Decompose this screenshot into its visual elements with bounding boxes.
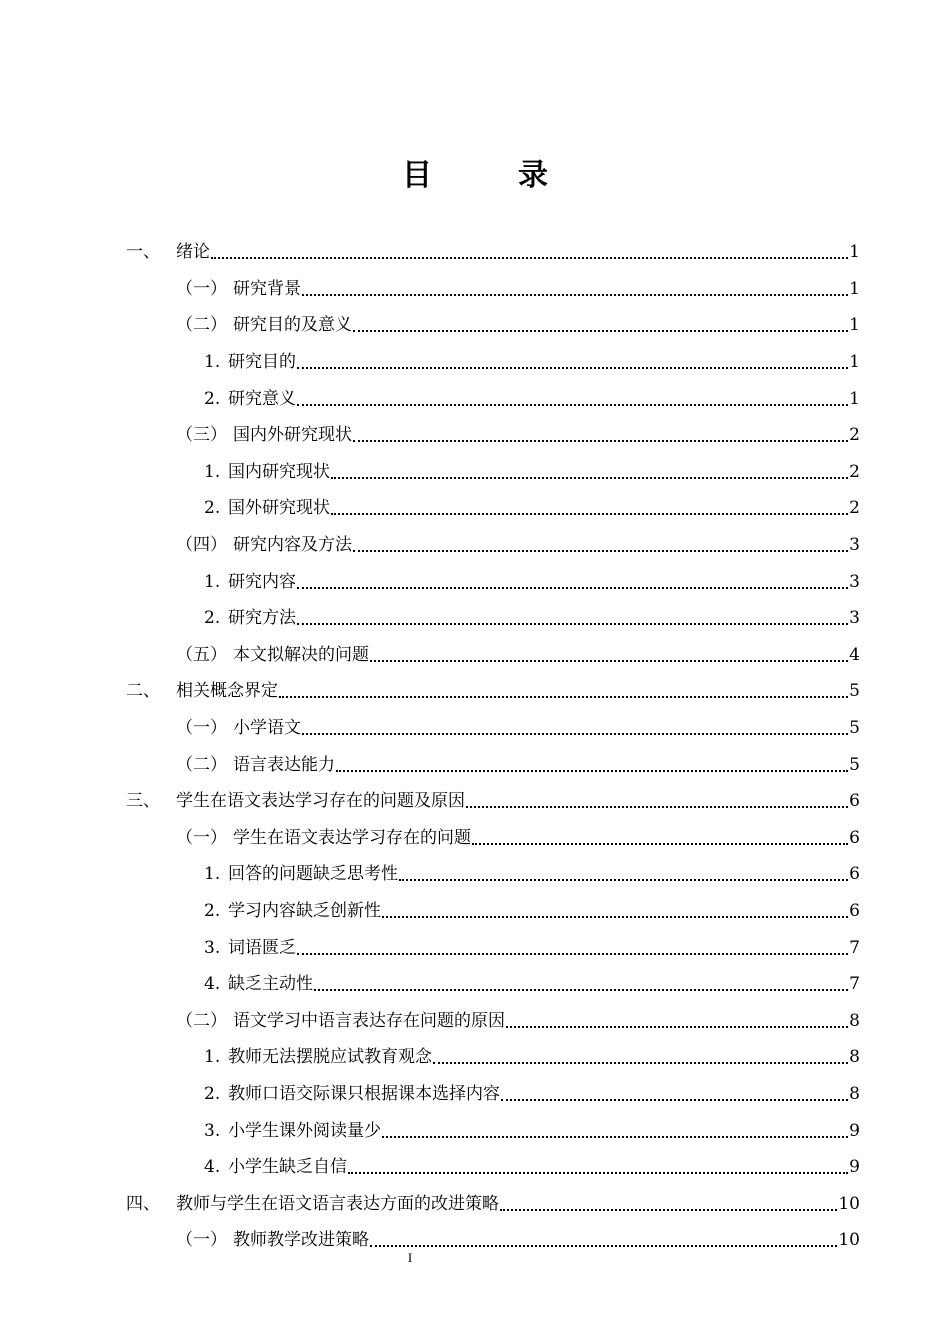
toc-entry[interactable]: [204, 1149, 860, 1186]
toc-entry-number: （四）: [176, 535, 227, 556]
toc-entry-label: 教师无法摆脱应试教育观念: [228, 1047, 432, 1068]
dot-leader: [500, 1209, 837, 1211]
toc-entry-label: 缺乏主动性: [228, 974, 313, 995]
toc-entry-number: 2.: [204, 901, 221, 922]
toc-entry-label: 国外研究现状: [228, 498, 330, 519]
toc-entry-page: 10: [838, 1193, 860, 1214]
toc-entry[interactable]: [204, 344, 860, 381]
toc-entry-page: 3: [849, 571, 860, 592]
toc-entry-label: 词语匮乏: [228, 937, 296, 958]
toc-entry-label: 语文学习中语言表达存在问题的原因: [233, 1010, 505, 1031]
dot-leader: [297, 587, 848, 589]
dot-leader: [353, 330, 848, 332]
toc-entry-page: 9: [849, 1120, 860, 1141]
toc-entry-label: 研究内容及方法: [233, 535, 352, 556]
toc-entry-label: 教师与学生在语文语言表达方面的改进策略: [176, 1193, 499, 1214]
dot-leader: [501, 1099, 848, 1101]
toc-entry-number: （二）: [176, 1010, 227, 1031]
toc-entry-number: 2.: [204, 388, 221, 409]
toc-entry-number: 4.: [204, 974, 221, 995]
toc-entry-label: 国内研究现状: [228, 461, 330, 482]
toc-entry-page: 8: [849, 1084, 860, 1105]
toc-entry-page: 1: [849, 242, 860, 263]
toc-entry-label: 语言表达能力: [233, 754, 335, 775]
dot-leader: [382, 916, 848, 918]
toc-entry-number: 2.: [204, 1084, 221, 1105]
toc-entry-page: 6: [849, 791, 860, 812]
toc-entry-label: 教师口语交际课只根据课本选择内容: [228, 1084, 500, 1105]
toc-entry-number: 一、: [126, 242, 160, 263]
toc-entry[interactable]: [126, 234, 860, 271]
toc-entry-label: 相关概念界定: [176, 681, 278, 702]
toc-entry-label: 小学语文: [233, 718, 301, 739]
toc-entry-page: 4: [849, 644, 860, 665]
toc-entry[interactable]: [126, 1186, 860, 1223]
dot-leader: [433, 1062, 848, 1064]
page-title: 目 录: [402, 158, 576, 193]
toc-entry-label: 研究意义: [228, 388, 296, 409]
dot-leader: [472, 843, 848, 845]
toc-entry[interactable]: [204, 380, 860, 417]
toc-entry-number: 4.: [204, 1157, 221, 1178]
toc-entry[interactable]: [126, 783, 860, 820]
toc-entry-label: 研究目的及意义: [233, 315, 352, 336]
toc-entry-label: 小学生课外阅读量少: [228, 1120, 381, 1141]
toc-entry[interactable]: [176, 1003, 860, 1040]
dot-leader: [399, 879, 848, 881]
toc-entry-label: 学习内容缺乏创新性: [228, 901, 381, 922]
toc-entry[interactable]: [204, 893, 860, 930]
dot-leader: [353, 440, 848, 442]
toc-entry[interactable]: [176, 417, 860, 454]
toc-entry-number: 1.: [204, 571, 221, 592]
toc-entry-number: 二、: [126, 681, 160, 702]
toc-entry[interactable]: [204, 490, 860, 527]
dot-leader: [506, 1026, 848, 1028]
dot-leader: [211, 257, 848, 259]
toc-entry-number: 3.: [204, 937, 221, 958]
toc-entry-page: 2: [849, 461, 860, 482]
dot-leader: [466, 806, 848, 808]
toc-entry[interactable]: [204, 966, 860, 1003]
toc-entry-number: 1.: [204, 864, 221, 885]
toc-entry[interactable]: [176, 820, 860, 857]
toc-entry[interactable]: [204, 1076, 860, 1113]
toc-entry-label: 研究内容: [228, 571, 296, 592]
toc-entry-label: 研究背景: [233, 278, 301, 299]
toc-entry-number: 2.: [204, 498, 221, 519]
toc-entry-page: 1: [849, 388, 860, 409]
toc-entry-page: 8: [849, 1047, 860, 1068]
toc-entry-label: 小学生缺乏自信: [228, 1157, 347, 1178]
toc-entry-page: 7: [849, 974, 860, 995]
page-number-footer: I: [407, 1250, 413, 1265]
toc-entry-label: 回答的问题缺乏思考性: [228, 864, 398, 885]
toc-entry[interactable]: [176, 307, 860, 344]
toc-entry-label: 国内外研究现状: [233, 425, 352, 446]
toc-entry-label: 研究方法: [228, 608, 296, 629]
toc-entry[interactable]: [176, 527, 860, 564]
toc-entry[interactable]: [204, 600, 860, 637]
toc-entry-page: 5: [849, 681, 860, 702]
dot-leader: [331, 513, 848, 515]
toc-entry[interactable]: [204, 856, 860, 893]
dot-leader: [279, 696, 848, 698]
toc-entry-number: （五）: [176, 644, 227, 665]
toc-entry-page: 6: [849, 901, 860, 922]
toc-entry[interactable]: [176, 637, 860, 674]
dot-leader: [370, 660, 848, 662]
toc-entry-page: 3: [849, 608, 860, 629]
toc-entry-page: 3: [849, 535, 860, 556]
dot-leader: [302, 733, 848, 735]
toc-entry-label: 学生在语文表达学习存在的问题: [233, 827, 471, 848]
toc-entry-page: 5: [849, 754, 860, 775]
toc-entry-label: 学生在语文表达学习存在的问题及原因: [176, 791, 465, 812]
toc-entry-number: （一）: [176, 827, 227, 848]
toc-entry-page: 10: [838, 1230, 860, 1251]
dot-leader: [370, 1245, 837, 1247]
dot-leader: [348, 1172, 848, 1174]
dot-leader: [302, 294, 848, 296]
dot-leader: [382, 1136, 848, 1138]
toc-entry-number: （一）: [176, 718, 227, 739]
toc-entry-number: 四、: [126, 1193, 160, 1214]
toc-entry-number: 1.: [204, 461, 221, 482]
toc-entry[interactable]: [176, 271, 860, 308]
dot-leader: [353, 550, 848, 552]
toc-entry-label: 本文拟解决的问题: [233, 644, 369, 665]
toc-entry-page: 8: [849, 1010, 860, 1031]
toc-entry[interactable]: [204, 929, 860, 966]
toc-entry[interactable]: [204, 454, 860, 491]
dot-leader: [297, 623, 848, 625]
dot-leader: [336, 770, 848, 772]
toc-entry[interactable]: [126, 673, 860, 710]
toc-entry-page: 1: [849, 352, 860, 373]
toc-entry-page: 7: [849, 937, 860, 958]
toc-entry[interactable]: [204, 1039, 860, 1076]
dot-leader: [297, 953, 848, 955]
toc-entry-number: （二）: [176, 315, 227, 336]
toc-entry-number: 1.: [204, 352, 221, 373]
toc-entry-number: （一）: [176, 1230, 227, 1251]
toc-entry-label: 绪论: [176, 242, 210, 263]
toc-entry-page: 1: [849, 278, 860, 299]
toc-entry[interactable]: [176, 710, 860, 747]
toc-entry-label: 研究目的: [228, 352, 296, 373]
dot-leader: [314, 989, 848, 991]
toc-entry-page: 2: [849, 425, 860, 446]
toc-entry-number: 1.: [204, 1047, 221, 1068]
dot-leader: [297, 367, 848, 369]
toc-entry-page: 9: [849, 1157, 860, 1178]
toc-entry-number: （一）: [176, 278, 227, 299]
toc-entry-page: 5: [849, 718, 860, 739]
toc-entry-page: 6: [849, 864, 860, 885]
toc-entry-page: 1: [849, 315, 860, 336]
toc-entry-number: 三、: [126, 791, 160, 812]
toc-entry-page: 2: [849, 498, 860, 519]
toc-entry-number: 3.: [204, 1120, 221, 1141]
toc-entry-number: （二）: [176, 754, 227, 775]
toc-entry-label: 教师教学改进策略: [233, 1230, 369, 1251]
toc-entry-number: 2.: [204, 608, 221, 629]
toc-entry[interactable]: [204, 563, 860, 600]
toc-entry[interactable]: [204, 1112, 860, 1149]
toc-entry-page: 6: [849, 827, 860, 848]
dot-leader: [331, 477, 848, 479]
toc-entry[interactable]: [176, 746, 860, 783]
toc-entry-number: （三）: [176, 425, 227, 446]
dot-leader: [297, 404, 848, 406]
